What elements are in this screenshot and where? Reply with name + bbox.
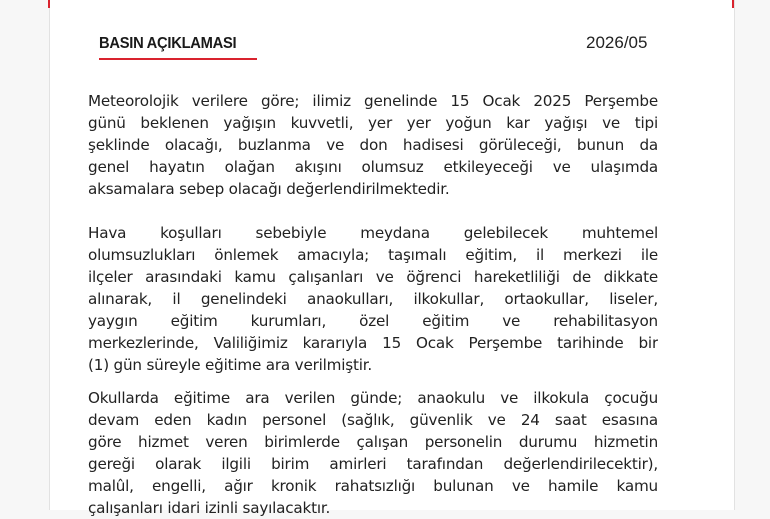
text-line: Hava koşulları sebebiyle meydana gelebilecek muhtemel <box>88 224 658 242</box>
red-corner-mark <box>732 0 734 8</box>
paragraph-1 <box>88 90 658 200</box>
text-line: ilçeler arasındaki kamu çalışanları ve öğrenci hareketliliği de dikkate <box>88 268 658 286</box>
text-line: gereği olarak ilgili birim amirleri tarafından değerlendirilecektir), <box>88 455 658 473</box>
red-corner-mark <box>48 0 50 8</box>
text-line: aksamalara sebep olacağı değerlendirilmektedir. <box>88 180 450 198</box>
text-line: merkezlerinde, Valiliğimiz kararıyla 15 Ocak Perşembe tarihinde bir <box>88 334 658 352</box>
text-line: (1) gün süreyle eğitime ara verilmiştir. <box>88 356 373 374</box>
text-line: göre hizmet veren birimlerde çalışan personelin durumu hizmetin <box>88 433 658 451</box>
document-number: 2026/05 <box>586 33 648 52</box>
text-line: Meteorolojik verilere göre; ilimiz genelinde 15 Ocak 2025 Perşembe <box>88 92 658 110</box>
title-underline <box>99 58 257 60</box>
text-line: şeklinde olacağı, buzlanma ve don hadisesi görüleceği, bunun da <box>88 136 658 154</box>
text-line: olumsuzlukları önlemek amacıyla; taşımalı eğitim, il merkezi ile <box>88 246 658 264</box>
text-line: çalışanları idari izinli sayılacaktır. <box>88 499 331 517</box>
text-line: günü beklenen yağışın kuvvetli, yer yer yoğun kar yağışı ve tipi <box>88 114 658 132</box>
text-line: genel hayatın olağan akışını olumsuz etkileyeceği ve ulaşımda <box>88 158 658 176</box>
text-line: alınarak, il genelindeki anaokulları, ilkokullar, ortaokullar, liseler, <box>88 290 658 308</box>
paragraph-3 <box>88 387 658 519</box>
text-line: devam eden kadın personel (sağlık, güvenlik ve 24 saat esasına <box>88 411 658 429</box>
text-line: Okullarda eğitime ara verilen günde; anaokulu ve ilkokula çocuğu <box>88 389 658 407</box>
document-title: BASIN AÇIKLAMASI <box>99 35 237 52</box>
text-line: malûl, engelli, ağır kronik rahatsızlığı bulunan ve hamile kamu <box>88 477 658 495</box>
text-line: yaygın eğitim kurumları, özel eğitim ve rehabilitasyon <box>88 312 658 330</box>
paragraph-2 <box>88 222 658 376</box>
